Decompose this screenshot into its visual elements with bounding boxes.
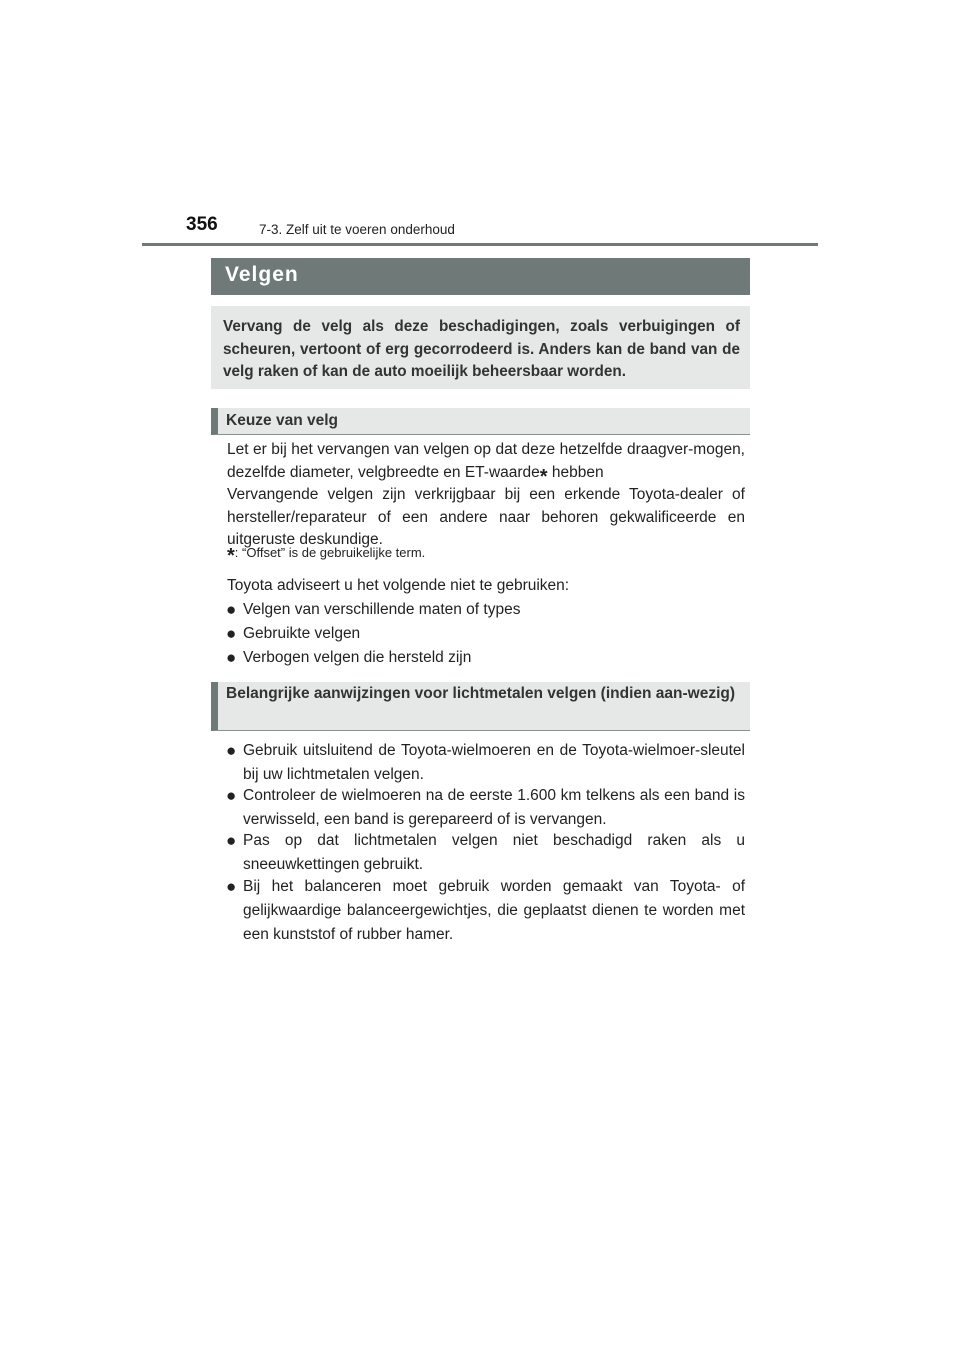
list-item-text: Pas op dat lichtmetalen velgen niet beschadigd raken als u sneeuwkettingen gebruikt. bbox=[243, 832, 745, 873]
section-header bbox=[211, 258, 750, 295]
paragraph-keuze-text-2: Vervangende velgen zijn verkrijgbaar bij een erkende Toyota-dealer of hersteller/reparateur of een andere naar behoren gekwalificeerde en uitgeruste deskundige. bbox=[227, 486, 745, 548]
header-divider bbox=[142, 243, 818, 246]
list-item bbox=[226, 739, 745, 787]
list-item-text: Gebruikte velgen bbox=[243, 625, 361, 642]
list-item-text: Gebruik uitsluitend de Toyota-wielmoeren en de Toyota-wielmoer-sleutel bij uw lichtmetalen velgen. bbox=[243, 742, 745, 783]
list-item-text: Controleer de wielmoeren na de eerste 1.600 km telkens als een band is verwisseld, een band is gerepareerd of is vervangen. bbox=[243, 787, 745, 828]
section-title: Velgen bbox=[225, 263, 299, 286]
bullet-icon: ● bbox=[226, 786, 237, 805]
asterisk-mark: * bbox=[539, 465, 548, 488]
list-item bbox=[226, 598, 745, 622]
list-item bbox=[226, 784, 745, 832]
list-item bbox=[226, 622, 745, 646]
advice-text: Toyota adviseert u het volgende niet te gebruiken: bbox=[227, 577, 570, 594]
list-item-text: Verbogen velgen die hersteld zijn bbox=[243, 649, 472, 666]
list-item bbox=[226, 829, 745, 877]
bullet-icon: ● bbox=[226, 741, 237, 760]
paragraph-keuze-text-b: hebben bbox=[547, 463, 604, 481]
bullet-icon: ● bbox=[226, 831, 237, 850]
bullet-icon: ● bbox=[226, 648, 237, 667]
subheading-lichtmetaal: Belangrijke aanwijzingen voor lichtmetalen velgen (indien aan-wezig) bbox=[211, 682, 750, 731]
intro-box: Vervang de velg als deze beschadigingen, zoals verbuigingen of scheuren, vertoont of erg gecorrodeerd is. Anders kan de band van de velg raken of kan de auto moeilijk beheersbaar worden. bbox=[211, 306, 750, 389]
footnote-asterisk: * bbox=[227, 545, 235, 567]
page-number: 356 bbox=[186, 214, 218, 235]
list-item-text: Bij het balanceren moet gebruik worden gemaakt van Toyota- of gelijkwaardige balanceergewichtjes, die geplaatst dienen te worden met een kunststof of rubber hamer. bbox=[243, 878, 745, 943]
list-item bbox=[226, 875, 745, 947]
footnote-text: : “Offset” is de gebruikelijke term. bbox=[234, 545, 426, 560]
chapter-title: 7-3. Zelf uit te voeren onderhoud bbox=[259, 222, 455, 237]
list-item-text: Velgen van verschillende maten of types bbox=[243, 601, 521, 618]
footnote bbox=[227, 545, 425, 568]
subheading-keuze: Keuze van velg bbox=[211, 408, 750, 435]
paragraph-keuze bbox=[227, 439, 745, 552]
bullet-icon: ● bbox=[226, 600, 237, 619]
paragraph-keuze-text-a: Let er bij het vervangen van velgen op dat deze hetzelfde draagver-mogen, dezelfde diameter, velgbreedte en ET-waarde bbox=[227, 441, 745, 481]
bullet-icon: ● bbox=[226, 877, 237, 896]
bullet-icon: ● bbox=[226, 624, 237, 643]
list-item bbox=[226, 646, 745, 670]
